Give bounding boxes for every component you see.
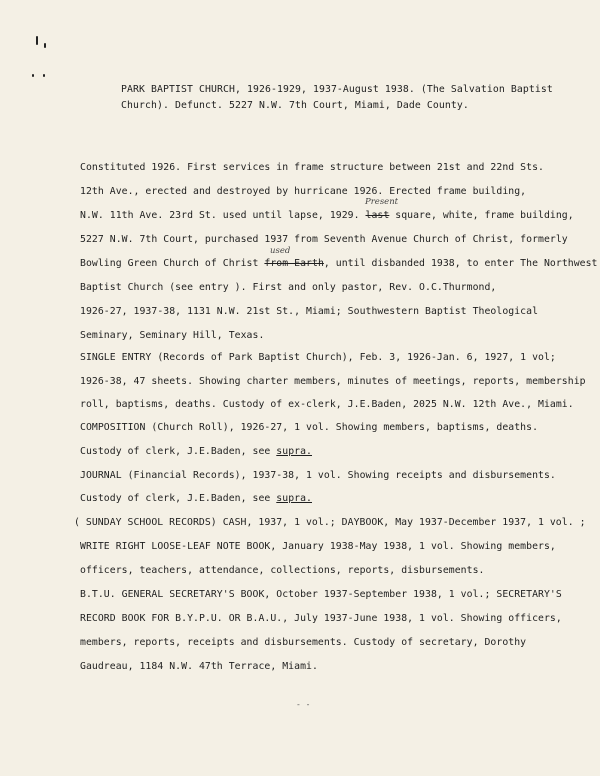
body-line: roll, baptisms, deaths. Custody of ex-clerk, J.E.Baden, 2025 N.W. 12th Ave., Miami. xyxy=(80,399,574,410)
page-mark: - - xyxy=(296,700,311,709)
body-line: N.W. 11th Ave. 23rd St. used until lapse, 1929. last square, white, frame building, xyxy=(80,210,574,221)
body-line: Custody of clerk, J.E.Baden, see supra. xyxy=(80,493,312,504)
body-line: ( SUNDAY SCHOOL RECORDS) CASH, 1937, 1 vol.; DAYBOOK, May 1937-December 1937, 1 vol. ; xyxy=(74,517,586,528)
margin-mark xyxy=(32,74,34,77)
body-line: Bowling Green Church of Christ from Earth, until disbanded 1938, to enter The Northwest xyxy=(80,258,598,269)
body-line: WRITE RIGHT LOOSE-LEAF NOTE BOOK, January 1938-May 1938, 1 vol. Showing members, xyxy=(80,541,556,552)
body-line: 1926-27, 1937-38, 1131 N.W. 21st St., Miami; Southwestern Baptist Theological xyxy=(80,306,539,317)
handwritten-used: used xyxy=(270,246,291,256)
margin-mark xyxy=(44,43,46,48)
margin-mark xyxy=(36,36,38,45)
body-line: members, reports, receipts and disbursements. Custody of secretary, Dorothy xyxy=(80,637,527,648)
body-line: Gaudreau, 1184 N.W. 47th Terrace, Miami. xyxy=(80,661,318,672)
body-line: 5227 N.W. 7th Court, purchased 1937 from Seventh Avenue Church of Christ, formerly xyxy=(80,234,568,245)
body-line: 12th Ave., erected and destroyed by hurricane 1926. Erected frame building, xyxy=(80,186,527,197)
body-line: Baptist Church (see entry ). First and only pastor, Rev. O.C.Thurmond, xyxy=(80,282,497,293)
body-line: SINGLE ENTRY (Records of Park Baptist Church), Feb. 3, 1926-Jan. 6, 1927, 1 vol; xyxy=(80,352,556,363)
body-line: Constituted 1926. First services in frame structure between 21st and 22nd Sts. xyxy=(80,162,544,173)
body-line: officers, teachers, attendance, collections, reports, disbursements. xyxy=(80,565,485,576)
body-line: COMPOSITION (Church Roll), 1926-27, 1 vol. Showing members, baptisms, deaths. xyxy=(80,422,539,433)
handwritten-present: Present xyxy=(365,197,399,207)
body-line: B.T.U. GENERAL SECRETARY'S BOOK, October 1937-September 1938, 1 vol.; SECRETARY'S xyxy=(80,589,562,600)
body-line: 1926-38, 47 sheets. Showing charter members, minutes of meetings, reports, membership xyxy=(80,376,586,387)
margin-mark xyxy=(43,74,45,77)
document-heading: PARK BAPTIST CHURCH, 1926-1929, 1937-August 1938. (The Salvation Baptist Church). Defunct. 5227 N.W. 7th Court, Miami, Dade County. xyxy=(121,84,553,111)
body-line: RECORD BOOK FOR B.Y.P.U. OR B.A.U., July 1937-June 1938, 1 vol. Showing officers, xyxy=(80,613,562,624)
body-line: JOURNAL (Financial Records), 1937-38, 1 vol. Showing receipts and disbursements. xyxy=(80,470,556,481)
body-line: Seminary, Seminary Hill, Texas. xyxy=(80,330,265,341)
body-line: Custody of clerk, J.E.Baden, see supra. xyxy=(80,446,312,457)
